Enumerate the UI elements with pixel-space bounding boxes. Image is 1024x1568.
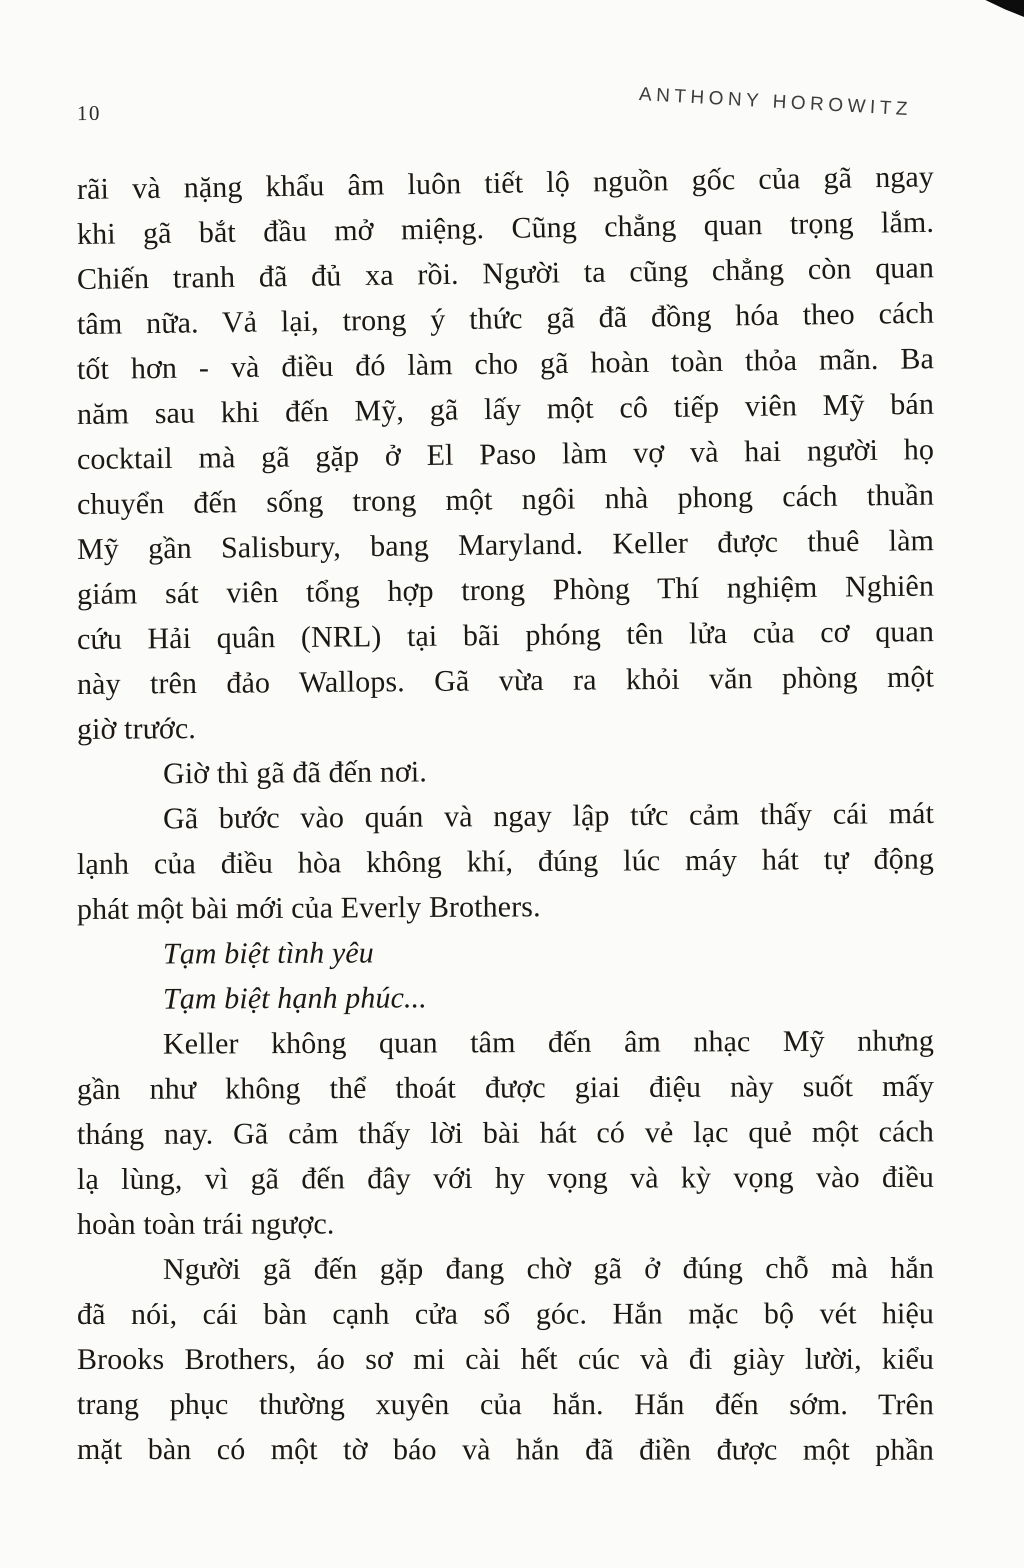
text-line: đã nói, cái bàn cạnh cửa sổ góc. Hắn mặc bộ vét hiệu <box>76 1297 935 1331</box>
text-line: khi gã bắt đầu mở miệng. Cũng chẳng quan trọng lắm. <box>76 205 935 251</box>
text-line: Gã bước vào quán và ngay lập tức cảm thấy cái mát <box>162 796 935 836</box>
text-line: giám sát viên tổng hợp trong Phòng Thí nghiệm Nghiên <box>76 569 935 611</box>
text-line: Keller không quan tâm đến âm nhạc Mỹ nhưng <box>162 1024 935 1061</box>
text-line: cocktail mà gã gặp ở El Paso làm vợ và hai người họ <box>76 433 935 476</box>
text-line: giờ trước. <box>76 712 197 746</box>
text-line: tốt hơn - và điều đó làm cho gã hoàn toàn thỏa mãn. Ba <box>76 342 935 386</box>
text-line: gần như không thể thoát được giai điệu này suốt mấy <box>76 1069 935 1106</box>
text-line: Chiến tranh đã đủ xa rồi. Người ta cũng chẳng còn quan <box>76 251 935 296</box>
text-line: lạnh của điều hòa không khí, đúng lúc máy hát tự động <box>76 842 935 881</box>
text-line: Tạm biệt tình yêu <box>162 936 374 971</box>
text-line: Brooks Brothers, áo sơ mi cài hết cúc và đi giày lười, kiểu <box>76 1342 935 1376</box>
text-line: chuyển đến sống trong một ngôi nhà phong cách thuần <box>76 478 935 521</box>
text-line: này trên đảo Wallops. Gã vừa ra khỏi văn phòng một <box>76 660 935 701</box>
text-line: tâm nữa. Vả lại, trong ý thức gã đã đồng hóa theo cách <box>76 296 935 341</box>
running-header: ANTHONY HOROWITZ <box>638 84 913 121</box>
text-line: Tạm biệt hạnh phúc... <box>162 981 427 1016</box>
text-line: hoàn toàn trái ngược. <box>76 1207 335 1241</box>
text-line: trang phục thường xuyên của hắn. Hắn đến sớm. Trên <box>76 1388 935 1422</box>
text-line: tháng nay. Gã cảm thấy lời bài hát có vẻ lạc quẻ một cách <box>76 1115 935 1151</box>
text-line: lạ lùng, vì gã đến đây với hy vọng và kỳ vọng vào điều <box>76 1160 935 1196</box>
body-text-block <box>76 160 935 1472</box>
text-line: rãi và nặng khẩu âm luôn tiết lộ nguồn gốc của gã ngay <box>76 160 935 206</box>
text-line: mặt bàn có một tờ báo và hắn đã điền được một phần <box>76 1433 935 1467</box>
text-line: cứu Hải quân (NRL) tại bãi phóng tên lửa của cơ quan <box>76 615 935 656</box>
text-line: Mỹ gần Salisbury, bang Maryland. Keller được thuê làm <box>76 524 935 566</box>
text-line: năm sau khi đến Mỹ, gã lấy một cô tiếp viên Mỹ bán <box>76 387 935 431</box>
text-line: Người gã đến gặp đang chờ gã ở đúng chỗ mà hắn <box>162 1251 935 1286</box>
page-number: 10 <box>76 100 102 126</box>
scan-corner-artifact <box>982 0 1024 17</box>
text-line: phát một bài mới của Everly Brothers. <box>76 890 541 926</box>
text-line: Giờ thì gã đã đến nơi. <box>162 755 428 791</box>
